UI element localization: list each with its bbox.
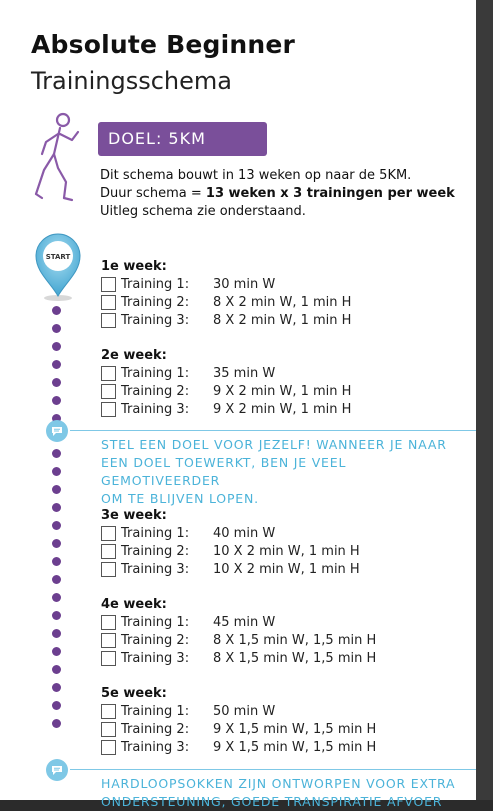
training-label: Training 2:: [121, 633, 190, 648]
timeline-dot: [52, 611, 61, 620]
training-checkbox[interactable]: [101, 402, 116, 417]
training-value: 40 min W: [213, 526, 276, 541]
training-label: Training 2:: [121, 722, 190, 737]
training-value: 30 min W: [213, 277, 276, 292]
training-checkbox[interactable]: [101, 384, 116, 399]
training-checkbox[interactable]: [101, 704, 116, 719]
week-title: 3e week:: [101, 508, 167, 523]
timeline-dot: [52, 539, 61, 548]
training-row[interactable]: [101, 276, 461, 294]
training-value: 9 X 1,5 min W, 1,5 min H: [213, 740, 377, 755]
timeline-dot: [52, 360, 61, 369]
training-row[interactable]: [101, 543, 461, 561]
training-checkbox[interactable]: [101, 633, 116, 648]
training-checkbox[interactable]: [101, 562, 116, 577]
page-title: Absolute Beginner: [31, 30, 296, 59]
training-label: Training 3:: [121, 402, 190, 417]
training-label: Training 1:: [121, 366, 190, 381]
training-label: Training 3:: [121, 562, 190, 577]
training-checkbox[interactable]: [101, 544, 116, 559]
week-title: 2e week:: [101, 348, 167, 363]
training-label: Training 3:: [121, 651, 190, 666]
tip-line: OM TE BLIJVEN LOPEN.: [101, 491, 259, 506]
training-row[interactable]: [101, 365, 461, 383]
timeline-dot: [52, 719, 61, 728]
map-pin-icon: [32, 232, 84, 304]
timeline-dot: [52, 557, 61, 566]
timeline-dot: [52, 575, 61, 584]
tip-divider: [70, 769, 476, 770]
training-row[interactable]: [101, 650, 461, 668]
timeline-dot: [52, 342, 61, 351]
week-title: 5e week:: [101, 686, 167, 701]
training-row[interactable]: [101, 312, 461, 330]
training-checkbox[interactable]: [101, 526, 116, 541]
training-row[interactable]: [101, 703, 461, 721]
timeline-dot: [52, 396, 61, 405]
chat-bubble-icon: [46, 759, 68, 781]
training-checkbox[interactable]: [101, 722, 116, 737]
training-row[interactable]: [101, 401, 461, 419]
training-label: Training 1:: [121, 277, 190, 292]
training-value: 8 X 1,5 min W, 1,5 min H: [213, 651, 377, 666]
timeline-dots: [52, 449, 62, 737]
timeline-dot: [52, 378, 61, 387]
timeline-dot: [52, 503, 61, 512]
tip-line: STEL EEN DOEL VOOR JEZELF! WANNEER JE NAAR: [101, 437, 447, 452]
start-label: START: [45, 253, 71, 261]
training-row[interactable]: [101, 383, 461, 401]
training-value: 45 min W: [213, 615, 276, 630]
timeline-dot: [52, 701, 61, 710]
tip-line: EEN DOEL TOEWERKT, BEN JE VEEL GEMOTIVEERDER: [101, 455, 347, 488]
timeline-dot: [52, 467, 61, 476]
chat-bubble-icon: [46, 420, 68, 442]
page-subtitle: Trainingsschema: [31, 67, 232, 95]
training-row[interactable]: [101, 614, 461, 632]
training-checkbox[interactable]: [101, 740, 116, 755]
week-title: 1e week:: [101, 259, 167, 274]
training-label: Training 1:: [121, 615, 190, 630]
timeline-dot: [52, 521, 61, 530]
tip-divider: [70, 430, 476, 431]
week-block: [101, 507, 461, 579]
training-row[interactable]: [101, 294, 461, 312]
timeline-dot: [52, 306, 61, 315]
intro-line-2-prefix: Duur schema =: [100, 186, 206, 201]
training-value: 8 X 2 min W, 1 min H: [213, 295, 352, 310]
training-label: Training 3:: [121, 313, 190, 328]
runner-icon: [30, 110, 90, 205]
training-value: 8 X 1,5 min W, 1,5 min H: [213, 633, 377, 648]
training-value: 10 X 2 min W, 1 min H: [213, 544, 360, 559]
timeline-dot: [52, 665, 61, 674]
training-row[interactable]: [101, 632, 461, 650]
timeline-dot: [52, 485, 61, 494]
training-value: 35 min W: [213, 366, 276, 381]
training-label: Training 3:: [121, 740, 190, 755]
goal-badge: DOEL: 5KM: [98, 122, 267, 156]
training-label: Training 1:: [121, 704, 190, 719]
training-value: 8 X 2 min W, 1 min H: [213, 313, 352, 328]
timeline-dot: [52, 324, 61, 333]
training-checkbox[interactable]: [101, 313, 116, 328]
training-label: Training 2:: [121, 295, 190, 310]
scrollbar-track[interactable]: [476, 0, 493, 800]
training-value: 10 X 2 min W, 1 min H: [213, 562, 360, 577]
timeline-dot: [52, 683, 61, 692]
intro-line-3: Uitleg schema zie onderstaand.: [100, 204, 306, 219]
training-value: 50 min W: [213, 704, 276, 719]
week-title: 4e week:: [101, 597, 167, 612]
timeline-dots: [52, 306, 62, 432]
timeline-dot: [52, 629, 61, 638]
training-row[interactable]: [101, 561, 461, 579]
training-label: Training 2:: [121, 544, 190, 559]
week-block: [101, 596, 461, 668]
training-value: 9 X 1,5 min W, 1,5 min H: [213, 722, 377, 737]
training-row[interactable]: [101, 739, 461, 757]
intro-line-2-bold: 13 weken x 3 trainingen per week: [205, 186, 455, 201]
intro-line-1: Dit schema bouwt in 13 weken op naar de 5KM.: [100, 168, 412, 183]
training-label: Training 1:: [121, 526, 190, 541]
training-row[interactable]: [101, 525, 461, 543]
tip-line: ONDERSTEUNING, GOEDE TRANSPIRATIE AFVOER: [101, 794, 443, 809]
training-row[interactable]: [101, 721, 461, 739]
week-block: [101, 347, 461, 419]
timeline-dot: [52, 449, 61, 458]
week-block: [101, 258, 461, 330]
training-checkbox[interactable]: [101, 615, 116, 630]
intro-text: [100, 167, 470, 221]
training-value: 9 X 2 min W, 1 min H: [213, 384, 352, 399]
training-label: Training 2:: [121, 384, 190, 399]
tip-line: HARDLOOPSOKKEN ZIJN ONTWORPEN VOOR EXTRA: [101, 776, 456, 791]
training-checkbox[interactable]: [101, 366, 116, 381]
intro-line-2: [100, 185, 470, 203]
timeline-dot: [52, 647, 61, 656]
week-block: [101, 685, 461, 757]
training-checkbox[interactable]: [101, 651, 116, 666]
tip-text: [101, 775, 461, 811]
tip-text: [101, 436, 461, 508]
training-checkbox[interactable]: [101, 295, 116, 310]
timeline-dot: [52, 593, 61, 602]
training-value: 9 X 2 min W, 1 min H: [213, 402, 352, 417]
training-checkbox[interactable]: [101, 277, 116, 292]
